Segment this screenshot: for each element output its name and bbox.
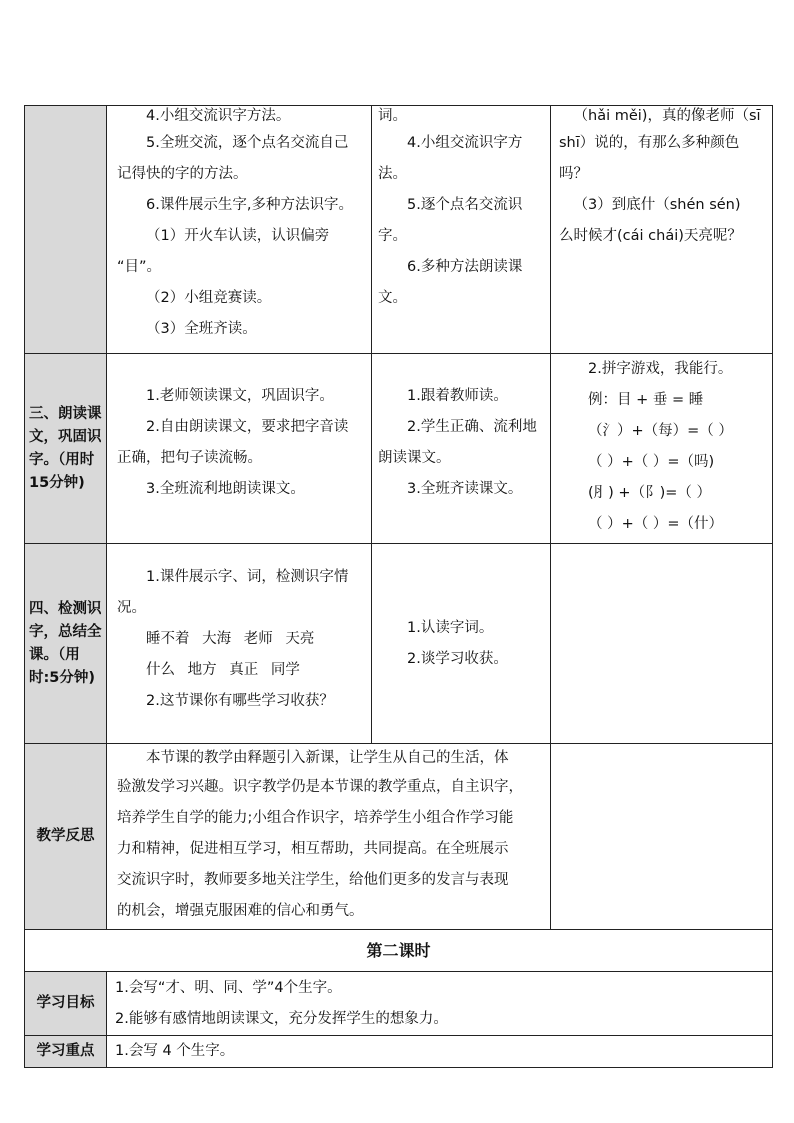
student-activity-cell	[372, 354, 551, 544]
goals-cell	[107, 972, 773, 1036]
text-line: 正确，把句子读流畅。	[117, 450, 262, 466]
teacher-activity-cell	[107, 354, 372, 544]
text-line: （3）全班齐读。	[146, 321, 257, 337]
text-line: 词。	[378, 108, 407, 124]
text-line: （hǎi měi)，真的像老师（sī	[573, 108, 761, 124]
text-line: 睡不着 大海 老师 天亮	[146, 631, 315, 647]
teacher-activity-cell	[107, 106, 372, 354]
text-line: 6.多种方法朗读课	[407, 259, 523, 275]
text-line: 文。	[378, 290, 407, 306]
text-line: (⺼) +（阝)=（ ）	[588, 485, 711, 501]
text-line: 记得快的字的方法。	[117, 166, 248, 182]
text-line: 力和精神，促进相互学习，相互帮助，共同提高。在全班展示	[117, 841, 509, 857]
text-line: shī）说的，有那么多种颜色	[559, 135, 740, 151]
text-line: 么时候才(cái chái)天亮呢？	[559, 228, 742, 244]
table-row-lesson-title	[25, 930, 773, 972]
student-activity-cell	[372, 106, 551, 354]
text-line: （ ）+（ ）=（什）	[588, 516, 724, 532]
table-row-goals	[25, 972, 773, 1036]
text-line: 法。	[378, 166, 407, 182]
table-row-reading	[25, 354, 773, 544]
text-line: 本节课的教学由释题引入新课，让学生从自己的生活，体	[146, 750, 509, 766]
text-line: 交流识字时，教师要多地关注学生，给他们更多的发言与表现	[117, 872, 509, 888]
row-label-reading: 三、朗读课文，巩固识字。（用时15分钟)	[25, 354, 107, 544]
text-line: 1.跟着教师读。	[407, 388, 508, 404]
text-line: （1）开火车认读，认识偏旁	[146, 228, 330, 244]
text-line: 什么 地方 真正 同学	[146, 662, 300, 678]
reflection-cell	[107, 744, 551, 930]
extra-activity-cell	[551, 744, 773, 930]
text-line: （氵）+（每）=（ ）	[588, 423, 733, 439]
text-line: 4.小组交流识字方法。	[146, 108, 291, 124]
extra-activity-cell	[551, 106, 773, 354]
text-line: 例：目 + 垂 = 睡	[588, 392, 704, 408]
table-row-check	[25, 544, 773, 744]
text-line: 朗读课文。	[378, 450, 451, 466]
text-line: 5.全班交流，逐个点名交流自己	[146, 135, 349, 151]
text-line: （ ）+（ ）=（吗)	[588, 454, 715, 470]
text-line: 1.会写“才、明、同、学”4个生字。	[115, 979, 342, 996]
text-line: 2.拼字游戏，我能行。	[588, 361, 733, 377]
text-line: （2）小组竞赛读。	[146, 290, 272, 306]
text-line: 况。	[117, 600, 146, 616]
text-line: 培养学生自学的能力;小组合作识字，培养学生小组合作学习能	[117, 810, 514, 826]
row-label-empty	[25, 106, 107, 354]
text-line: “目”。	[117, 259, 162, 275]
text-line: 1.课件展示字、词，检测识字情	[146, 569, 349, 585]
text-line: 4.小组交流识字方	[407, 135, 523, 151]
text-line: 2.自由朗读课文，要求把字音读	[146, 419, 349, 435]
text-line: 3.全班齐读课文。	[407, 481, 523, 497]
row-label-reflection: 教学反思	[25, 744, 107, 930]
text-line: 2.能够有感情地朗读课文，充分发挥学生的想象力。	[115, 1010, 448, 1027]
text-line: 6.课件展示生字,多种方法识字。	[146, 197, 353, 213]
focus-cell	[107, 1036, 773, 1068]
student-activity-cell	[372, 544, 551, 744]
text-line: 3.全班流利地朗读课文。	[146, 481, 305, 497]
text-line: 2.谈学习收获。	[407, 650, 508, 667]
table-row-continued	[25, 106, 773, 354]
table-row-reflection	[25, 744, 773, 930]
lesson-plan-table	[24, 105, 773, 1068]
extra-activity-cell	[551, 354, 773, 544]
text-line: 验激发学习兴趣。识字教学仍是本节课的教学重点，自主识字，	[117, 779, 523, 795]
lesson-title: 第二课时	[25, 930, 773, 972]
text-line: 2.这节课你有哪些学习收获？	[146, 693, 334, 709]
text-line: 2.学生正确、流利地	[407, 419, 537, 435]
text-line: 1.会写 4 个生字。	[115, 1043, 235, 1059]
text-line: 5.逐个点名交流识	[407, 197, 523, 213]
table-row-focus	[25, 1036, 773, 1068]
row-label-focus: 学习重点	[25, 1036, 107, 1068]
row-label-check: 四、检测识字，总结全课。（用时:5分钟)	[25, 544, 107, 744]
row-label-goals: 学习目标	[25, 972, 107, 1036]
text-line: 吗？	[559, 166, 588, 182]
text-line: （3）到底什（shén sén)	[573, 197, 741, 213]
text-line: 字。	[378, 228, 407, 244]
text-line: 1.认读字词。	[407, 619, 494, 636]
text-line: 的机会，增强克服困难的信心和勇气。	[117, 903, 364, 919]
extra-activity-cell	[551, 544, 773, 744]
teacher-activity-cell	[107, 544, 372, 744]
text-line: 1.老师领读课文，巩固识字。	[146, 388, 334, 404]
